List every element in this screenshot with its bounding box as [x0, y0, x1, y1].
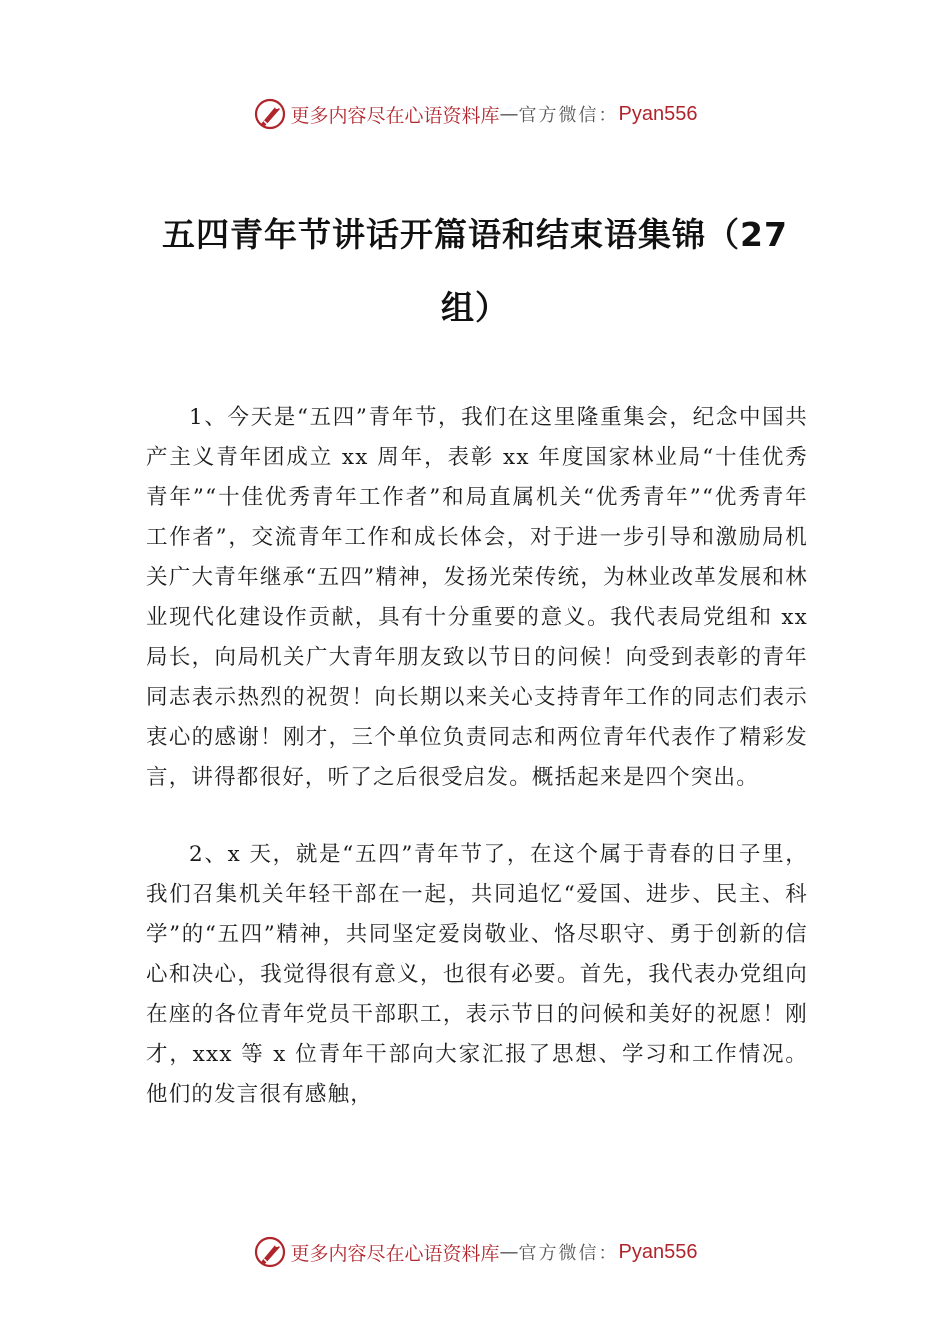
- banner-separator: —: [499, 1241, 519, 1263]
- banner-wechat-id: Pyan556: [618, 1240, 698, 1263]
- document-title: 五四青年节讲话开篇语和结束语集锦（27组）: [162, 215, 788, 327]
- header-banner: [0, 94, 950, 134]
- banner-slogan: 更多内容尽在心语资料库: [290, 1242, 500, 1265]
- banner-wechat-id: Pyan556: [618, 102, 698, 125]
- paragraph-2: 2、x 天，就是“五四”青年节了，在这个属于青春的日子里，我们召集机关年轻干部在一起，共同追忆“爱国、进步、民主、科学”的“五四”精神，共同坚定爱岗敬业、恪尽职守、勇于创新的信心和决心，我觉得很有意义，也很有必要。首先，我代表办党组向在座的各位青年党员干部职工，表示节日的问候和美好的祝愿！刚才，xxx 等 x 位青年干部向大家汇报了思想、学习和工作情况。他们的发言很有感触，: [146, 842, 808, 1107]
- banner-wechat-label: 官方微信：: [518, 105, 619, 126]
- footer-banner: [0, 1232, 950, 1272]
- banner-slogan: 更多内容尽在心语资料库: [290, 104, 500, 127]
- paragraph-1: 1、今天是“五四”青年节，我们在这里隆重集会，纪念中国共产主义青年团成立 xx 周年，表彰 xx 年度国家林业局“十佳优秀青年”“十佳优秀青年工作者”和局直属机关“优秀青年”“优秀青年工作者”，交流青年工作和成长体会，对于进一步引导和激励局机关广大青年继承“五四”精神，发扬光荣传统，为林业改革发展和林业现代化建设作贡献，具有十分重要的意义。我代表局党组和 xx 局长，向局机关广大青年朋友致以节日的问候！向受到表彰的青年同志表示热烈的祝贺！向长期以来关心支持青年工作的同志们表示衷心的感谢！刚才，三个单位负责同志和两位青年代表作了精彩发言，讲得都很好，听了之后很受启发。概括起来是四个突出。: [146, 405, 808, 790]
- document-body: [146, 398, 808, 1115]
- pen-nib-circle-icon: [253, 97, 287, 131]
- pen-nib-circle-icon: [253, 1235, 287, 1269]
- banner-separator: —: [499, 103, 519, 125]
- banner-wechat-label: 官方微信：: [518, 1243, 619, 1264]
